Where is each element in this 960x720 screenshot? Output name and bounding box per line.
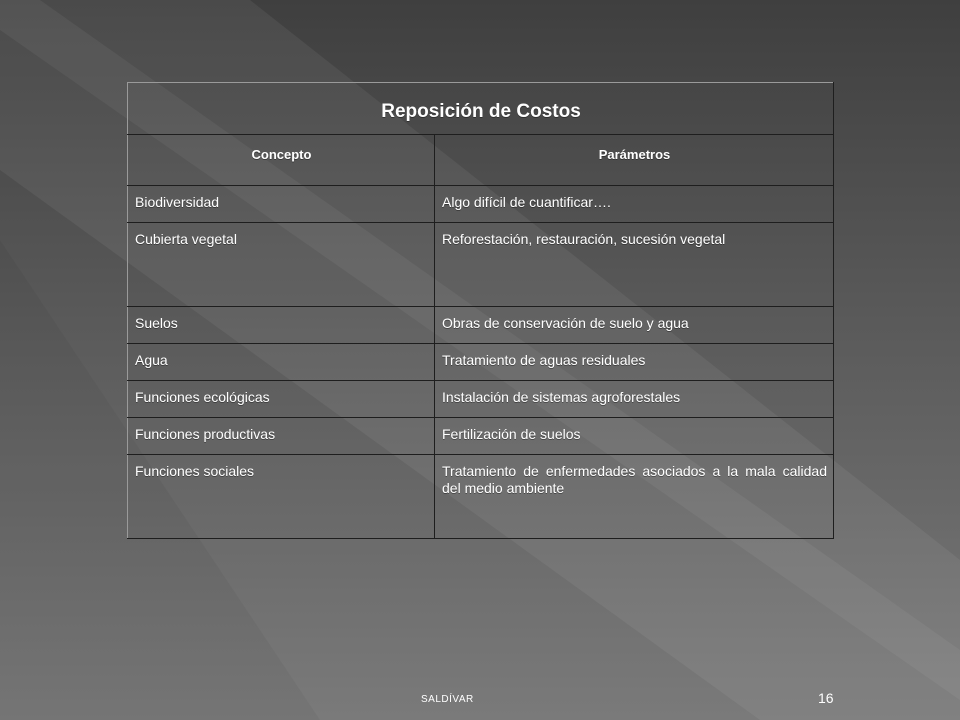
cell-concepto: Cubierta vegetal <box>128 223 435 307</box>
cell-concepto: Suelos <box>128 307 435 344</box>
cell-concepto: Funciones ecológicas <box>128 381 435 418</box>
header-parametros: Parámetros <box>435 135 834 186</box>
table-row <box>128 223 834 307</box>
table-row <box>128 344 834 381</box>
page-number: 16 <box>818 690 834 706</box>
table-row <box>128 186 834 223</box>
footer-author: SALDÍVAR <box>421 694 474 705</box>
cell-parametros: Obras de conservación de suelo y agua <box>435 307 834 344</box>
cell-parametros: Reforestación, restauración, sucesión vegetal <box>435 223 834 307</box>
cell-parametros: Algo difícil de cuantificar…. <box>435 186 834 223</box>
cell-parametros: Tratamiento de enfermedades asociados a la mala calidad del medio ambiente <box>435 455 834 539</box>
cell-parametros: Tratamiento de aguas residuales <box>435 344 834 381</box>
table-title: Reposición de Costos <box>128 83 834 135</box>
table-row <box>128 307 834 344</box>
cell-concepto: Funciones productivas <box>128 418 435 455</box>
cell-parametros: Instalación de sistemas agroforestales <box>435 381 834 418</box>
table-header-row <box>128 135 834 186</box>
cell-concepto: Agua <box>128 344 435 381</box>
cell-concepto: Biodiversidad <box>128 186 435 223</box>
table-row <box>128 381 834 418</box>
cell-concepto: Funciones sociales <box>128 455 435 539</box>
cell-parametros: Fertilización de suelos <box>435 418 834 455</box>
table-row <box>128 455 834 539</box>
table-row <box>128 418 834 455</box>
table-title-row <box>128 83 834 135</box>
reposicion-costos-table <box>127 82 834 539</box>
header-concepto: Concepto <box>128 135 435 186</box>
